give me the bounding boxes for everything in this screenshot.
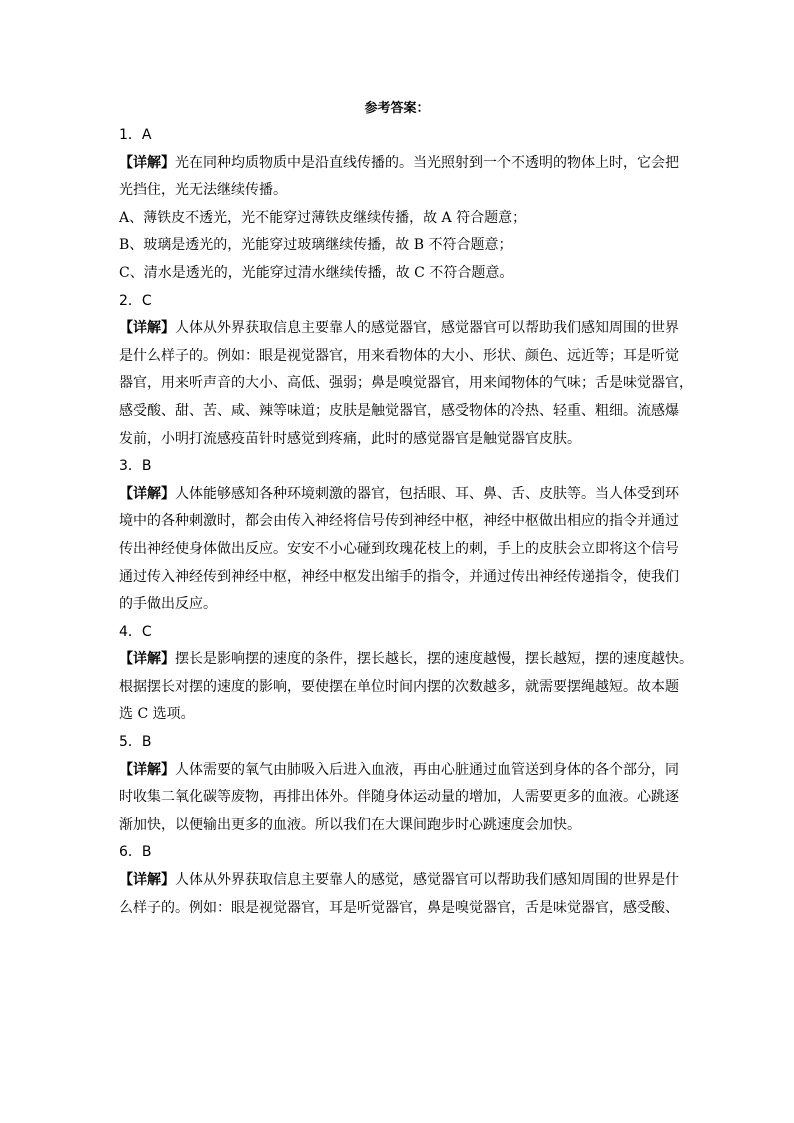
answer-number: 6．B — [119, 844, 152, 861]
answer-text: 人体从外界获取信息主要靠人的感觉器官，感觉器官可以帮助我们感知周围的世界 — [175, 320, 679, 337]
answer-item — [119, 729, 679, 839]
explanation-tag: 【详解】 — [119, 761, 175, 778]
answer-item — [119, 122, 679, 288]
answer-line: 是什么样子的。例如：眼是视觉器官，用来看物体的大小、形状、颜色、远近等；耳是听觉 — [119, 347, 679, 364]
answer-list — [119, 122, 693, 922]
answer-line — [119, 757, 679, 785]
answer-line — [119, 646, 693, 674]
answer-line: 传出神经使身体做出反应。安安不小心碰到玫瑰花枝上的刺，手上的皮肤会立即将这个信号 — [119, 540, 679, 557]
answer-text: 人体能够感知各种环境刺激的器官，包括眼、耳、鼻、舌、皮肤等。当人体受到环 — [175, 485, 679, 502]
explanation-tag: 【详解】 — [119, 154, 175, 171]
answer-line: 光挡住，光无法继续传播。 — [119, 182, 287, 199]
answer-line — [119, 315, 679, 343]
answer-text: 光在同种均质物质中是沿直线传播的。当光照射到一个不透明的物体上时，它会把 — [175, 154, 679, 171]
answer-text: 摆长是影响摆的速度的条件，摆长越长，摆的速度越慢，摆长越短，摆的速度越快。 — [175, 651, 693, 668]
answer-line: 根据摆长对摆的速度的影响，要使摆在单位时间内摆的次数越多，就需要摆绳越短。故本题 — [119, 678, 679, 695]
explanation-tag: 【详解】 — [119, 872, 175, 889]
page-title: 参考答案： — [364, 101, 430, 116]
answer-number: 2．C — [119, 292, 152, 309]
answer-text: 人体需要的氧气由肺吸入后进入血液，再由心脏通过血管送到身体的各个部分，同 — [175, 761, 679, 778]
answer-item — [119, 839, 679, 922]
answer-line: 发前，小明打流感疫苗针时感觉到疼痛，此时的感觉器官是触觉器官皮肤。 — [119, 430, 581, 447]
answer-line: 时收集二氧化碳等废物，再排出体外。伴随身体运动量的增加，人需要更多的血液。心跳逐 — [119, 789, 679, 806]
answer-item — [119, 288, 693, 454]
answer-number: 3．B — [119, 458, 152, 475]
answer-line: 么样子的。例如：眼是视觉器官，耳是听觉器官，鼻是嗅觉器官，舌是味觉器官，感受酸、 — [119, 899, 679, 916]
answer-text: 人体从外界获取信息主要靠人的感觉，感觉器官可以帮助我们感知周围的世界是什 — [175, 872, 679, 889]
answer-item — [119, 453, 679, 619]
answer-number: 5．B — [119, 734, 152, 751]
answer-line: A、薄铁皮不透光，光不能穿过薄铁皮继续传播，故 A 符合题意； — [119, 209, 527, 226]
answer-line: 渐加快，以便输出更多的血液。所以我们在大课间跑步时心跳速度会加快。 — [119, 816, 581, 833]
answer-line: C、清水是透光的，光能穿过清水继续传播，故 C 不符合题意。 — [119, 264, 514, 281]
answer-number: 1．A — [119, 127, 152, 143]
answer-line: B、玻璃是透光的，光能穿过玻璃继续传播，故 B 不符合题意； — [119, 237, 513, 254]
explanation-tag: 【详解】 — [119, 651, 175, 668]
answer-line — [119, 867, 679, 895]
explanation-tag: 【详解】 — [119, 485, 175, 502]
answer-line — [119, 150, 679, 178]
answer-line: 选 C 选项。 — [119, 706, 195, 723]
answer-line: 通过传入神经传到神经中枢，神经中枢发出缩手的指令，并通过传出神经传递指令，使我们 — [119, 568, 679, 585]
explanation-tag: 【详解】 — [119, 320, 175, 337]
answer-line: 的手做出反应。 — [119, 596, 217, 613]
answer-line: 器官，用来听声音的大小、高低、强弱；鼻是嗅觉器官，用来闻物体的气味；舌是味觉器官， — [119, 375, 693, 392]
answer-line: 境中的各种刺激时，都会由传入神经将信号传到神经中枢，神经中枢做出相应的指令并通过 — [119, 513, 679, 530]
answer-item — [119, 619, 693, 729]
answer-line: 感受酸、甜、苦、咸、辣等味道；皮肤是触觉器官，感受物体的冷热、轻重、粗细。流感爆 — [119, 402, 679, 419]
answer-number: 4．C — [119, 623, 152, 640]
answer-line — [119, 481, 679, 509]
